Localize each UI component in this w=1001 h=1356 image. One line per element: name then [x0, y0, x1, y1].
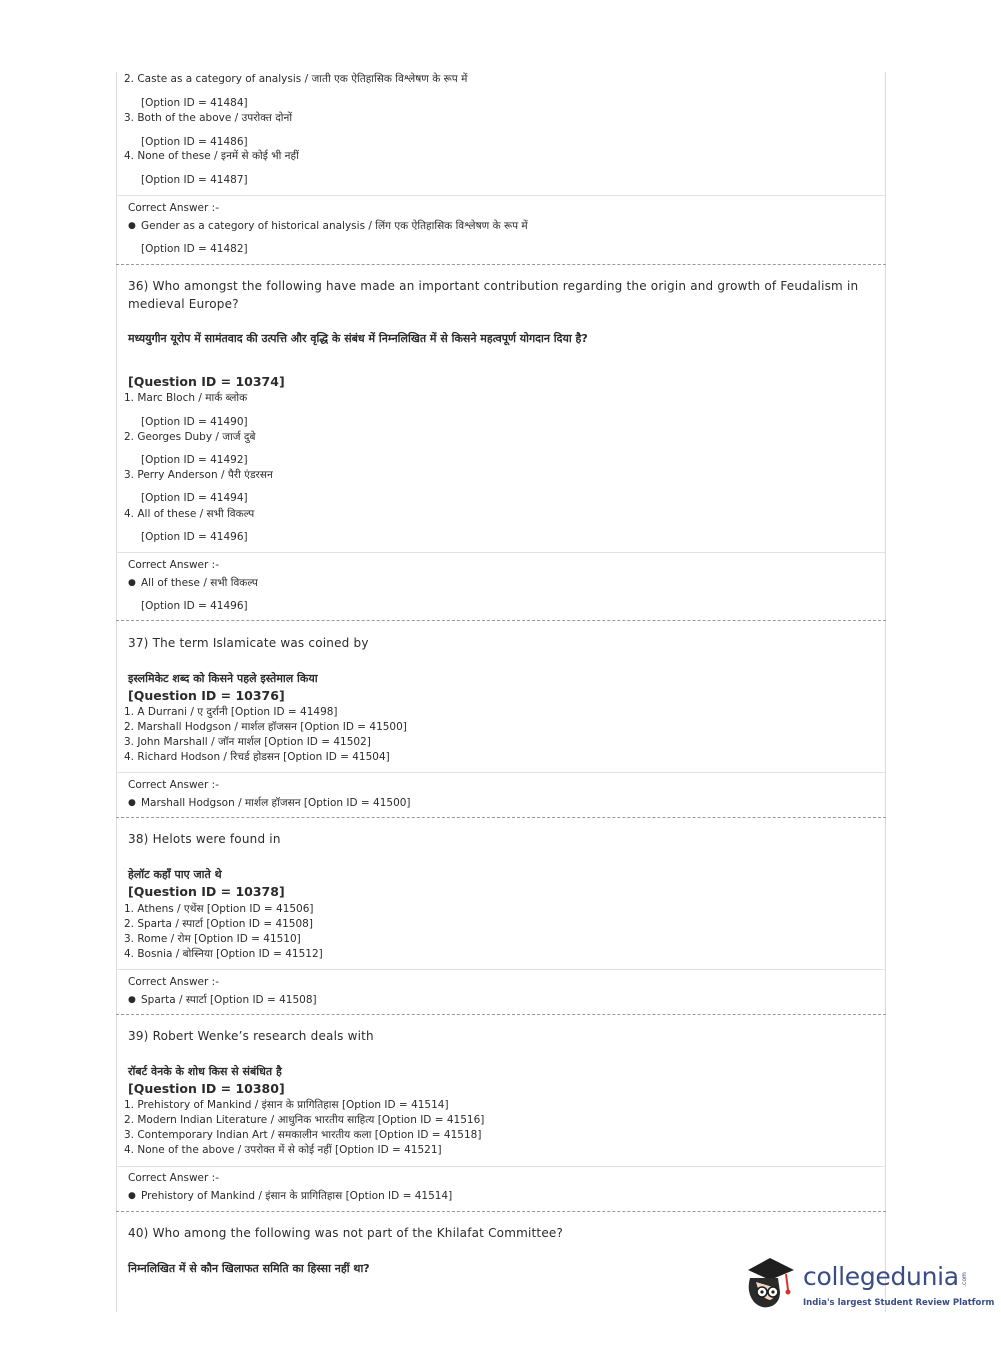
correct-answer-text: Marshall Hodgson / मार्शल हॉजसन [Option ID = 41500] [141, 797, 411, 809]
option-id: [Option ID = 41486] [141, 136, 248, 148]
option-text: 1. Marc Bloch / मार्क ब्लोक [124, 392, 248, 404]
option-text: 3. John Marshall / जॉन मार्शल [Option ID = 41502] [124, 736, 371, 748]
option-id: [Option ID = 41496] [141, 600, 248, 612]
option-id: [Option ID = 41482] [141, 243, 248, 255]
question-separator [116, 817, 886, 818]
question-id: [Question ID = 10376] [128, 688, 285, 703]
option-text: 1. Athens / एथेंस [Option ID = 41506] [124, 903, 314, 915]
question-text-hindi: इस्लमिकेट शब्द को किसने पहले इस्तेमाल किया [128, 672, 318, 685]
option-text: 4. None of these / इनमें से कोई भी नहीं [124, 150, 299, 162]
bullet-icon: ● [128, 578, 136, 588]
correct-answer-text: All of these / सभी विकल्प [141, 577, 258, 589]
logo-wordmark: collegedunia [803, 1262, 959, 1291]
option-text: 2. Modern Indian Literature / आधुनिक भारतीय साहित्य [Option ID = 41516] [124, 1114, 485, 1126]
question-id: [Question ID = 10380] [128, 1081, 285, 1096]
question-text: 38) Helots were found in [128, 832, 281, 846]
option-text: 4. Bosnia / बोस्निया [Option ID = 41512] [124, 948, 323, 960]
correct-answer-label: Correct Answer :- [128, 559, 219, 571]
question-text-hindi: मध्ययुगीन यूरोप में सामंतवाद की उत्पत्ति और वृद्धि के संबंध में निम्नलिखित में से किसने महत्वपूर्ण योगदान दिया है? [128, 332, 588, 345]
question-text: 36) Who amongst the following have made an important contribution regarding the origin and growth of Feudalism in [128, 279, 859, 293]
option-id: [Option ID = 41494] [141, 492, 248, 504]
question-separator [116, 1014, 886, 1015]
correct-answer-label: Correct Answer :- [128, 779, 219, 791]
option-text: 4. Richard Hodson / रिचर्ड होडसन [Option ID = 41504] [124, 751, 390, 763]
divider [116, 1166, 886, 1167]
question-text: 40) Who among the following was not part of the Khilafat Committee? [128, 1226, 564, 1240]
correct-answer-text: Gender as a category of historical analysis / लिंग एक ऐतिहासिक विश्लेषण के रूप में [141, 220, 528, 232]
option-text: 1. Prehistory of Mankind / इंसान के प्रागितिहास [Option ID = 41514] [124, 1099, 449, 1111]
correct-answer-text: Sparta / स्पार्टा [Option ID = 41508] [141, 994, 317, 1006]
option-id: [Option ID = 41496] [141, 531, 248, 543]
question-id: [Question ID = 10378] [128, 884, 285, 899]
question-text-hindi: हेलॉट कहाँ पाए जाते थे [128, 868, 222, 881]
logo-domain: .com [960, 1272, 968, 1287]
question-text: 39) Robert Wenke’s research deals with [128, 1029, 374, 1043]
collegedunia-mascot-icon [740, 1248, 802, 1312]
option-id: [Option ID = 41484] [141, 97, 248, 109]
question-separator [116, 264, 886, 265]
option-text: 2. Caste as a category of analysis / जाती एक ऐतिहासिक विश्लेषण के रूप में [124, 73, 468, 85]
option-id: [Option ID = 41490] [141, 416, 248, 428]
question-text-hindi: रॉबर्ट वेनके के शोध किस से संबंधित है [128, 1065, 282, 1078]
option-text: 3. Rome / रोम [Option ID = 41510] [124, 933, 301, 945]
option-text: 2. Sparta / स्पार्टा [Option ID = 41508] [124, 918, 313, 930]
bullet-icon: ● [128, 1191, 136, 1201]
correct-answer-label: Correct Answer :- [128, 202, 219, 214]
option-text: 1. A Durrani / ए दुर्रानी [Option ID = 41498] [124, 706, 338, 718]
question-id: [Question ID = 10374] [128, 374, 285, 389]
bullet-icon: ● [128, 221, 136, 231]
question-text: medieval Europe? [128, 297, 239, 311]
correct-answer-text: Prehistory of Mankind / इंसान के प्रागितिहास [Option ID = 41514] [141, 1190, 453, 1202]
option-text: 3. Perry Anderson / पैरी एंडरसन [124, 469, 273, 481]
divider [116, 552, 886, 553]
question-text-hindi: निम्नलिखित में से कौन खिलाफत समिति का हिस्सा नहीं था? [128, 1262, 370, 1275]
option-text: 4. All of these / सभी विकल्प [124, 508, 255, 520]
option-text: 4. None of the above / उपरोक्त में से कोई नहीं [Option ID = 41521] [124, 1144, 442, 1156]
option-text: 2. Marshall Hodgson / मार्शल हॉजसन [Option ID = 41500] [124, 721, 407, 733]
option-text: 3. Both of the above / उपरोक्त दोनों [124, 112, 293, 124]
option-id: [Option ID = 41492] [141, 454, 248, 466]
question-separator [116, 1211, 886, 1212]
correct-answer-label: Correct Answer :- [128, 976, 219, 988]
logo-tagline: India's largest Student Review Platform [803, 1298, 995, 1308]
divider [116, 969, 886, 970]
divider [116, 772, 886, 773]
bullet-icon: ● [128, 995, 136, 1005]
bullet-icon: ● [128, 798, 136, 808]
question-text: 37) The term Islamicate was coined by [128, 636, 369, 650]
option-text: 3. Contemporary Indian Art / समकालीन भारतीय कला [Option ID = 41518] [124, 1129, 482, 1141]
option-text: 2. Georges Duby / जार्ज दुबे [124, 431, 256, 443]
option-id: [Option ID = 41487] [141, 174, 248, 186]
divider [116, 195, 886, 196]
question-separator [116, 620, 886, 621]
correct-answer-label: Correct Answer :- [128, 1172, 219, 1184]
